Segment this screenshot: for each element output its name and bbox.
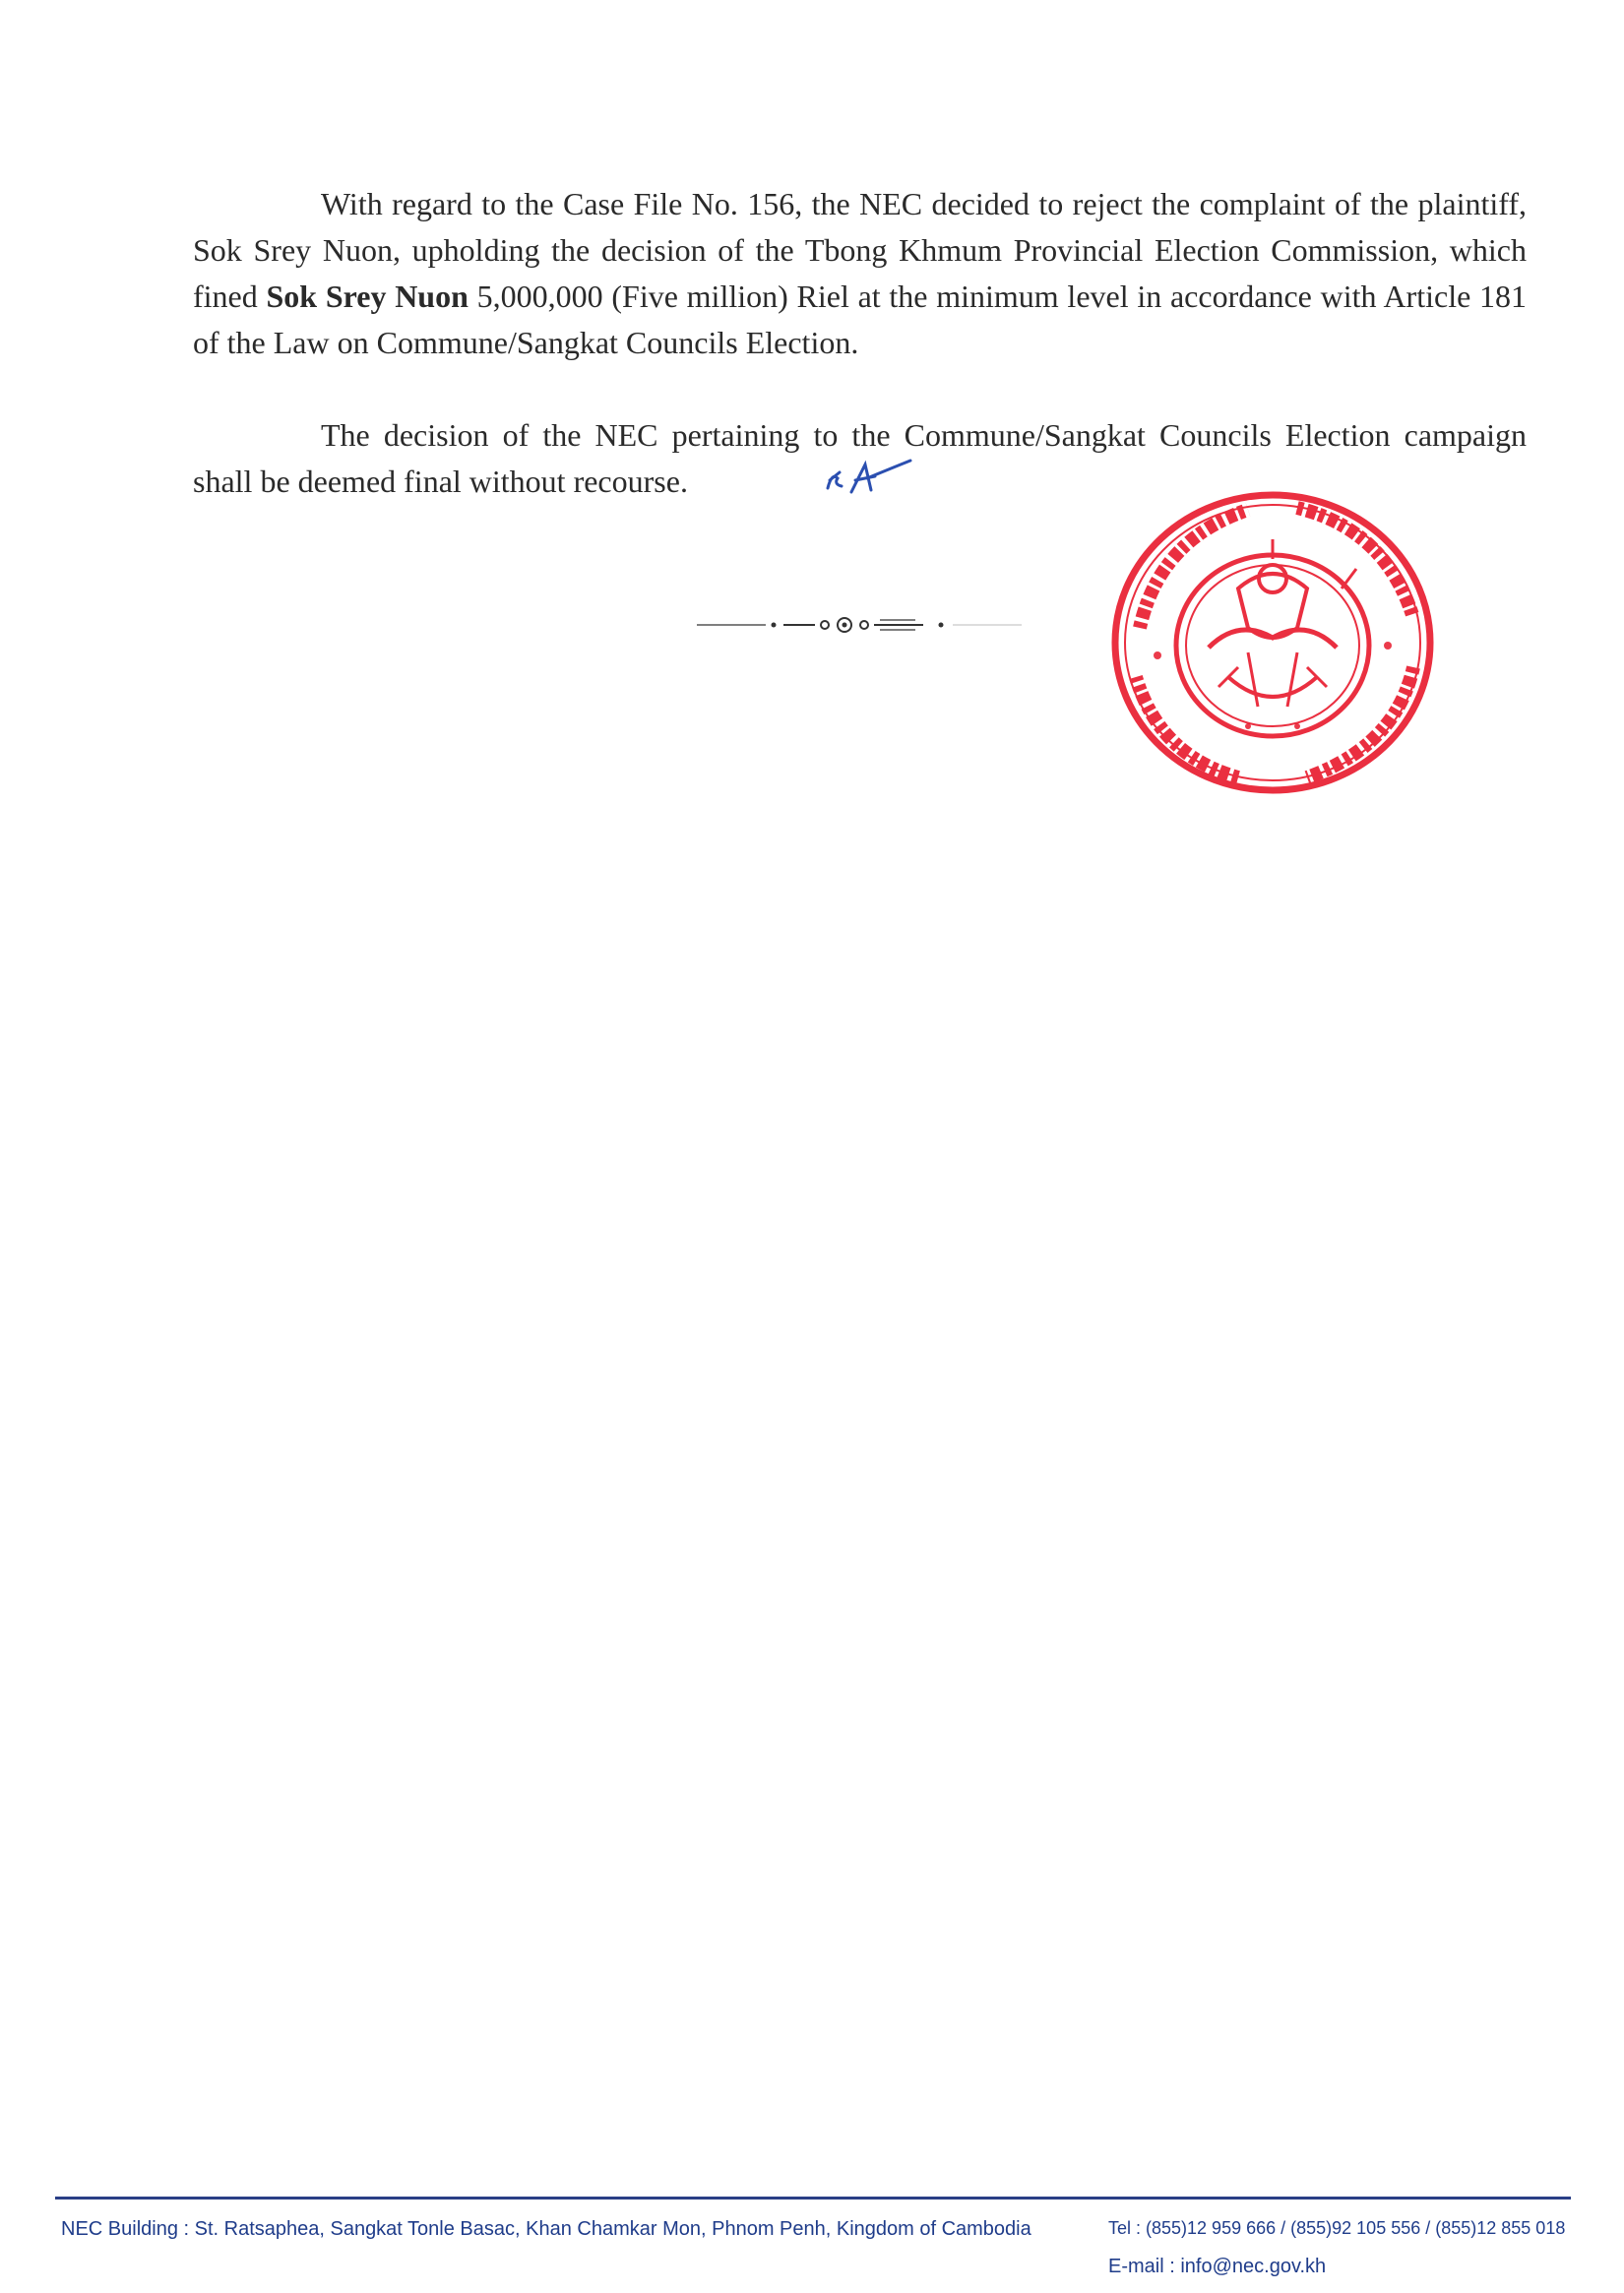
- para1-text-end: 5,000,000 (Five million) Riel at the minimum level in accordance with Article 181 of the Law on Commune/Sangkat Councils Election.: [193, 279, 1528, 360]
- para2-text: The decision of the NEC pertaining to the Commune/Sangkat Councils Election campaign shall be deemed final without recourse.: [193, 417, 1527, 499]
- footer-address: NEC Building : St. Ratsaphea, Sangkat Tonle Basac, Khan Chamkar Mon, Phnom Penh, Kingdom of Cambodia: [61, 2218, 1031, 2240]
- fined-party-name: Sok Srey Nuon: [266, 279, 468, 314]
- ornamental-divider-icon: [697, 610, 1022, 640]
- footer-telephone: Tel : (855)12 959 666 / (855)92 105 556 / (855)12 855 018: [1108, 2218, 1566, 2238]
- footer-divider: [55, 2197, 1571, 2200]
- handwritten-initial-icon: [694, 459, 920, 511]
- footer-email: E-mail : info@nec.gov.kh: [1108, 2256, 1327, 2277]
- official-seal-icon: [1100, 480, 1445, 805]
- paragraph-case-decision: [193, 181, 1527, 366]
- para1-text-start: With regard to the Case File No. 156, the NEC decided to reject the complaint of the plaintiff, Sok Srey Nuon, upholding the decision of the Tbong Khmum Provincial Election Commission, which fined: [193, 186, 1527, 314]
